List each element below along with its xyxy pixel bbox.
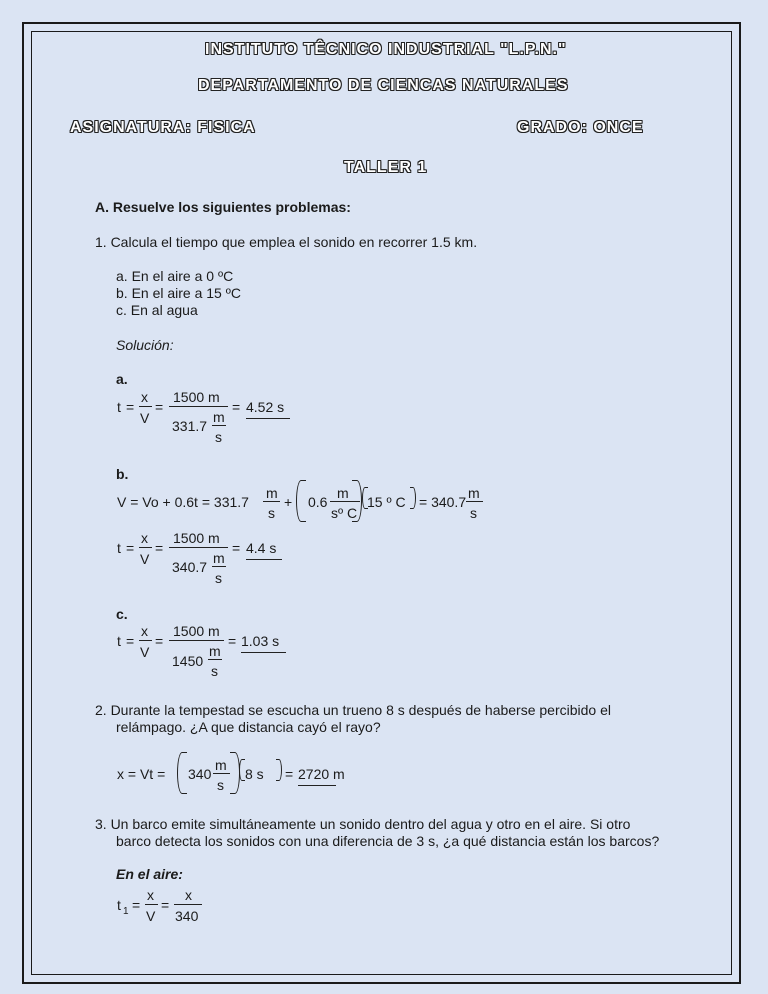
q1-option-b: b. En el aire a 15 ºC [116,285,241,301]
question-2: 2. Durante la tempestad se escucha un trueno 8 s después de haberse percibido el [95,702,611,718]
section-a-title: A. Resuelve los siguientes problemas: [95,199,351,215]
question-3: 3. Un barco emite simultáneamente un sonido dentro del agua y otro en el aire. Si otro [95,816,631,832]
solution-label: Solución: [116,337,174,353]
solution-b-label: b. [116,466,129,482]
question-1: 1. Calcula el tiempo que emplea el sonido en recorrer 1.5 km. [95,234,478,250]
department-title: DEPARTAMENTO DE CIENCAS NATURALES [198,77,569,94]
solution-c-label: c. [116,606,128,622]
question-3-line2: barco detecta los sonidos con una diferencia de 3 s, ¿a qué distancia están los barcos? [116,833,660,849]
institute-title: INSTITUTO TÊCNICO INDUSTRIAL "L.P.N." [205,41,567,58]
q1-option-c: c. En al agua [116,302,198,318]
grade-label: GRADO: ONCE [517,119,644,136]
q1-option-a: a. En el aire a 0 ºC [116,268,234,284]
question-2-line2: relámpago. ¿A que distancia cayó el rayo? [116,719,381,735]
subject-label: ASIGNATURA: FISICA [70,119,256,136]
workshop-title: TALLER 1 [344,159,428,176]
air-label: En el aire: [116,866,183,882]
solution-a-label: a. [116,371,128,387]
